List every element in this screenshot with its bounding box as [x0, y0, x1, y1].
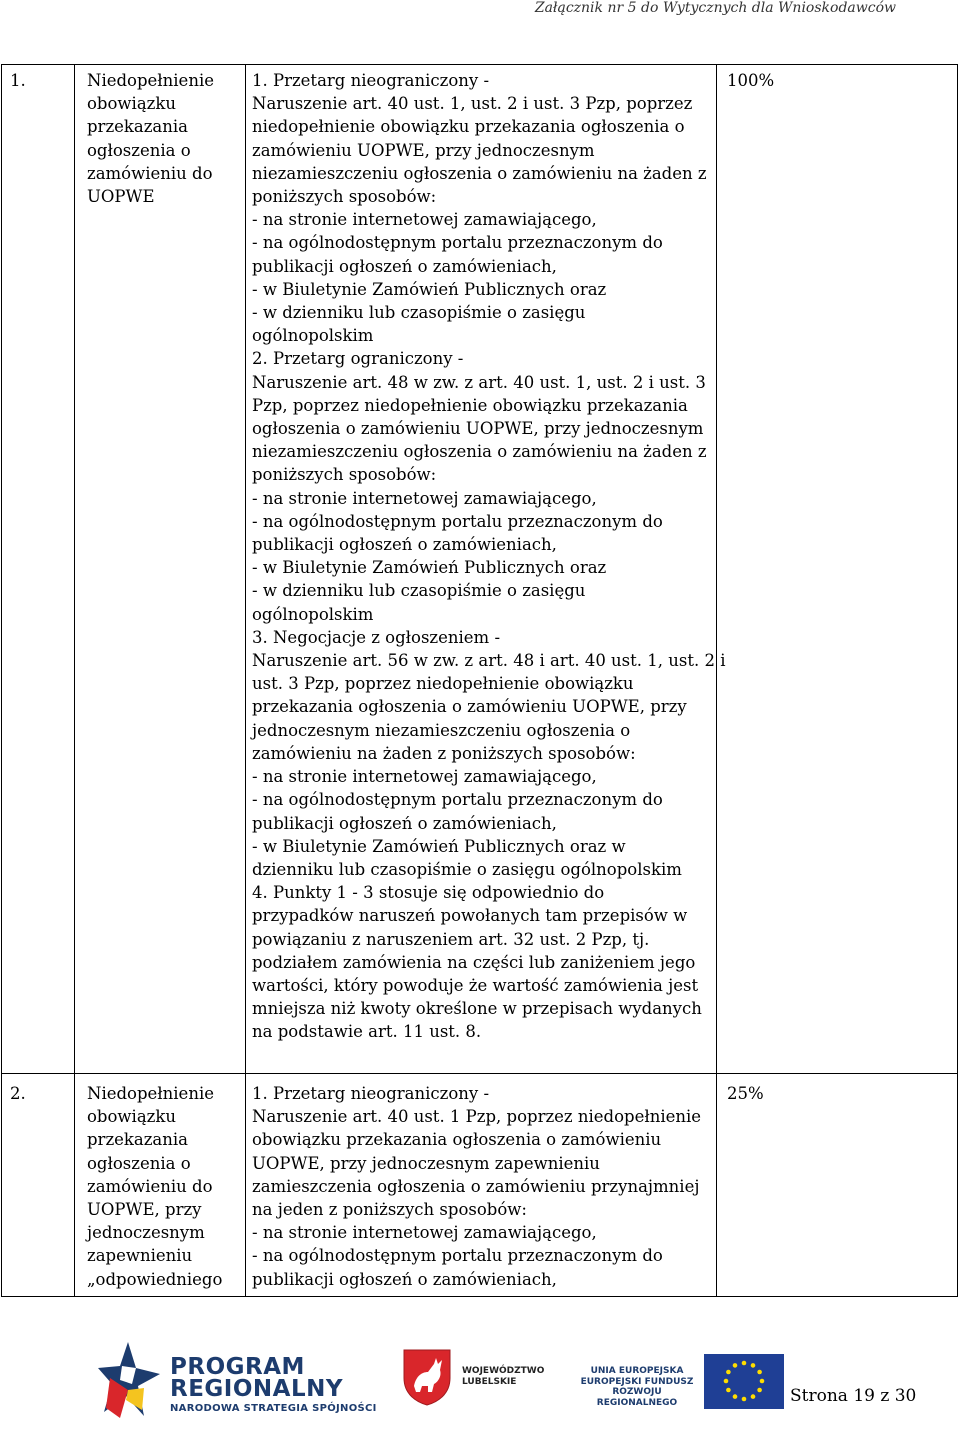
eu-line3: ROZWOJU REGIONALNEGO — [596, 1387, 678, 1408]
correction-percent: 25% — [717, 1074, 958, 1297]
voivodeship-logo-text — [462, 1366, 544, 1388]
eu-line2: EUROPEJSKI FUNDUSZ — [580, 1376, 694, 1387]
eu-line1: UNIA EUROPEJSKA — [590, 1366, 684, 1376]
desc-line: na podstawie art. 11 ust. 8. — [252, 1022, 482, 1042]
name-line: przekazania — [87, 1130, 189, 1150]
desc-line: zamówieniu UOPWE, przy jednoczesnym — [252, 140, 595, 160]
name-line: zamówieniu do — [87, 1176, 213, 1196]
desc-line: wartości, który powoduje że wartość zamówienia jest — [252, 975, 699, 995]
desc-line: powiązaniu z naruszeniem art. 32 ust. 2 Pzp, tj. — [252, 929, 650, 949]
desc-line: publikacji ogłoszeń o zamówieniach, — [252, 535, 557, 555]
desc-line: - w Biuletynie Zamówień Publicznych oraz w — [252, 836, 626, 856]
eu-fund-text — [578, 1366, 696, 1408]
desc-line: niedopełnienie obowiązku przekazania ogłoszenia o — [252, 117, 685, 137]
desc-line: - na stronie internetowej zamawiającego, — [252, 210, 597, 230]
desc-line: poniższych sposobów: — [252, 187, 437, 207]
desc-line: Naruszenie art. 56 w zw. z art. 48 i art. 40 ust. 1, ust. 2 i — [252, 651, 726, 671]
desc-line: ogólnopolskim — [252, 326, 374, 346]
desc-line: dzienniku lub czasopiśmie o zasięgu ogólnopolskim — [252, 859, 682, 879]
name-line: obowiązku — [87, 1107, 176, 1127]
name-line: zamówieniu do — [87, 163, 213, 183]
desc-line: Pzp, poprzez niedopełnienie obowiązku przekazania — [252, 395, 688, 415]
desc-line: 1. Przetarg nieograniczony - — [252, 71, 490, 90]
desc-line: publikacji ogłoszeń o zamówieniach, — [252, 1269, 557, 1289]
desc-line: jednoczesnym niezamieszczeniu ogłoszenia o — [252, 720, 631, 740]
program-logo-text — [170, 1356, 343, 1400]
violation-description — [246, 1074, 717, 1297]
lubelskie-coat-of-arms-icon — [402, 1348, 452, 1406]
table-row — [2, 1074, 958, 1297]
program-subtitle: NARODOWA STRATEGIA SPÓJNOŚCI — [170, 1403, 377, 1414]
violation-description — [246, 65, 726, 1074]
name-line: jednoczesnym — [87, 1223, 205, 1243]
name-line: przekazania — [87, 117, 189, 137]
name-line: ogłoszenia o — [87, 1153, 191, 1173]
desc-line: niezamieszczeniu ogłoszenia o zamówieniu na żaden z — [252, 163, 707, 183]
document-header-note: Załącznik nr 5 do Wytycznych dla Wnioskodawców — [534, 0, 896, 16]
program-line2: REGIONALNY — [170, 1376, 344, 1402]
desc-line: - na stronie internetowej zamawiającego, — [252, 488, 597, 508]
desc-line: - w dzienniku lub czasopiśmie o zasięgu — [252, 581, 586, 601]
desc-line: publikacji ogłoszeń o zamówieniach, — [252, 256, 557, 276]
name-line: UOPWE, przy — [87, 1200, 202, 1220]
desc-line: - na ogólnodostępnym portalu przeznaczonym do — [252, 511, 663, 531]
desc-line: niezamieszczeniu ogłoszenia o zamówieniu na żaden z — [252, 442, 707, 462]
desc-line: - w dzienniku lub czasopiśmie o zasięgu — [252, 303, 586, 323]
violation-name — [75, 1074, 246, 1297]
name-line: zapewnieniu — [87, 1246, 193, 1266]
row-number: 1. — [2, 65, 75, 1074]
desc-line: ust. 3 Pzp, poprzez niedopełnienie obowiązku — [252, 674, 634, 694]
desc-line: ogłoszenia o zamówieniu UOPWE, przy jednoczesnym — [252, 419, 704, 439]
program-star-logo-icon — [98, 1338, 160, 1424]
desc-line: mniejsza niż kwoty określone w przepisach wydanych — [252, 999, 702, 1019]
violation-name — [75, 65, 246, 1074]
desc-line: przekazania ogłoszenia o zamówieniu UOPWE, przy — [252, 697, 687, 717]
desc-line: - na ogólnodostępnym portalu przeznaczonym do — [252, 790, 663, 810]
name-line: ogłoszenia o — [87, 140, 191, 160]
name-line: Niedopełnienie — [87, 1084, 214, 1103]
desc-line: zamieszczenia ogłoszenia o zamówieniu przynajmniej — [252, 1176, 700, 1196]
correction-percent: 100% — [717, 65, 958, 1074]
desc-line: 4. Punkty 1 - 3 stosuje się odpowiednio do — [252, 883, 605, 903]
desc-line: - na ogólnodostępnym portalu przeznaczonym do — [252, 1246, 663, 1266]
desc-line: - w Biuletynie Zamówień Publicznych oraz — [252, 279, 607, 299]
eu-flag-icon — [704, 1354, 784, 1409]
voivodeship-line1: WOJEWÓDZTWO — [462, 1366, 545, 1376]
desc-line: 1. Przetarg nieograniczony - — [252, 1084, 490, 1103]
desc-line: zamówieniu na żaden z poniższych sposobów: — [252, 743, 636, 763]
program-line1: PROGRAM — [170, 1354, 305, 1380]
desc-line: obowiązku przekazania ogłoszenia o zamówieniu — [252, 1130, 662, 1150]
desc-line: - na ogólnodostępnym portalu przeznaczonym do — [252, 233, 663, 253]
voivodeship-line2: LUBELSKIE — [462, 1377, 517, 1387]
desc-line: przypadków naruszeń powołanych tam przepisów w — [252, 906, 688, 926]
violations-table — [1, 64, 958, 1297]
desc-line: Naruszenie art. 40 ust. 1, ust. 2 i ust. 3 Pzp, poprzez — [252, 94, 693, 114]
desc-line: UOPWE, przy jednoczesnym zapewnieniu — [252, 1153, 600, 1173]
desc-line: Naruszenie art. 40 ust. 1 Pzp, poprzez niedopełnienie — [252, 1107, 702, 1127]
page-number: Strona 19 z 30 — [790, 1386, 917, 1406]
desc-line: ogólnopolskim — [252, 604, 374, 624]
name-line: obowiązku — [87, 94, 176, 114]
desc-line: - na stronie internetowej zamawiającego, — [252, 1223, 597, 1243]
desc-line: publikacji ogłoszeń o zamówieniach, — [252, 813, 557, 833]
desc-line: poniższych sposobów: — [252, 465, 437, 485]
table-row — [2, 65, 958, 1074]
name-line: „odpowiedniego — [87, 1269, 223, 1289]
desc-line: Naruszenie art. 48 w zw. z art. 40 ust. 1, ust. 2 i ust. 3 — [252, 372, 706, 392]
name-line: Niedopełnienie — [87, 71, 214, 90]
desc-line: - na stronie internetowej zamawiającego, — [252, 767, 597, 787]
desc-line: 3. Negocjacje z ogłoszeniem - — [252, 627, 501, 647]
desc-line: 2. Przetarg ograniczony - — [252, 349, 464, 369]
desc-line: podziałem zamówienia na części lub zaniżeniem jego — [252, 952, 696, 972]
row-number: 2. — [2, 1074, 75, 1297]
name-line: UOPWE — [87, 187, 155, 207]
desc-line: - w Biuletynie Zamówień Publicznych oraz — [252, 558, 607, 578]
desc-line: na jeden z poniższych sposobów: — [252, 1200, 527, 1220]
